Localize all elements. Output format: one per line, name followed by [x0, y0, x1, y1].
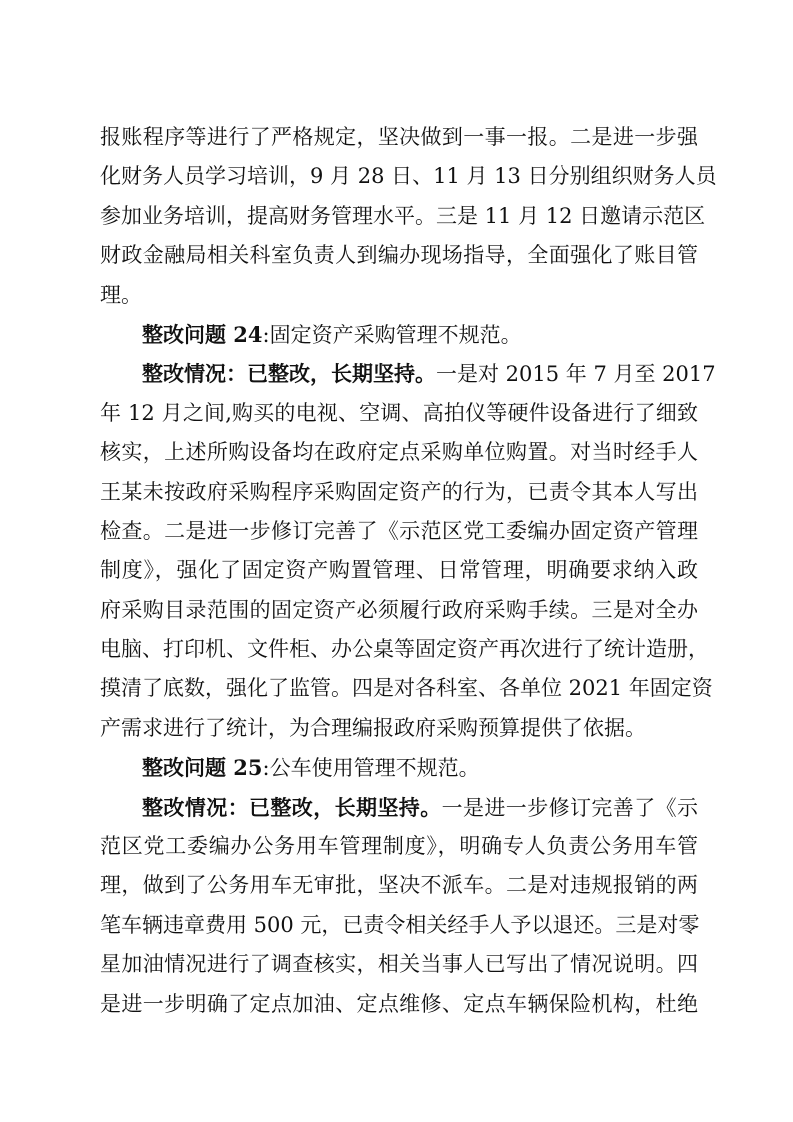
text-line: 星加油情况进行了调查核实，相关当事人已写出了情况说明。四	[100, 952, 698, 977]
text-line: 报账程序等进行了严格规定，坚决做到一事一报。二是进一步强	[100, 125, 698, 149]
document-body	[100, 118, 717, 1024]
text-line: 制度》，强化了固定资产购置管理、日常管理，明确要求纳入政	[100, 558, 698, 583]
text-line: 是进一步明确了定点加油、定点维修、定点车辆保险机构，杜绝	[100, 991, 698, 1016]
text-line: 核实，上述所购设备均在政府定点采购单位购置。对当时经手人	[100, 440, 698, 465]
issue-25-label: 整改问题 25	[142, 755, 263, 781]
rectification-25-first-line	[100, 788, 698, 827]
text-line: 参加业务培训，提高财务管理水平。三是 11 月 12 日邀请示范区	[100, 203, 706, 228]
text-line: 化财务人员学习培训，9 月 28 日、11 月 13 日分别组织财务人员	[100, 164, 717, 189]
text-line: 范区党工委编办公务用车管理制度》，明确专人负责公务用车管	[100, 834, 698, 859]
text-line: 检查。二是进一步修订完善了《示范区党工委编办固定资产管理	[100, 518, 698, 543]
text-line: 笔车辆违章费用 500 元，已责令相关经手人予以退还。三是对零	[100, 912, 700, 937]
issue-25-heading	[100, 748, 698, 787]
issue-24-heading	[100, 315, 698, 354]
text-line: 财政金融局相关科室负责人到编办现场指导，全面强化了账目管	[100, 243, 698, 268]
text-line: 王某未按政府采购程序采购固定资产的行为，已责令其本人写出	[100, 479, 698, 504]
rectification-24-text: 一是对 2015 年 7 月至 2017	[436, 362, 716, 387]
text-line: 年 12 月之间,购买的电视、空调、高拍仪等硬件设备进行了细致	[100, 400, 698, 425]
text-line: 摸清了底数，强化了监管。四是对各科室、各单位 2021 年固定资	[100, 676, 713, 701]
text-line: 产需求进行了统计，为合理编报政府采购预算提供了依据。	[100, 715, 646, 740]
issue-24-label: 整改问题 24	[142, 321, 263, 347]
text-line: 理。	[100, 282, 142, 307]
rectification-24-status: 整改情况：已整改，长期坚持。	[142, 361, 436, 387]
text-line: 电脑、打印机、文件柜、办公桌等固定资产再次进行了统计造册，	[100, 637, 709, 662]
rectification-25-text: 一是进一步修订完善了《示	[441, 795, 699, 820]
issue-25-text: :公车使用管理不规范。	[262, 756, 480, 781]
text-line: 理，做到了公务用车无审批，坚决不派车。二是对违规报销的两	[100, 873, 698, 898]
rectification-25-status: 整改情况：已整改，长期坚持。	[142, 794, 442, 820]
rectification-24-first-line	[100, 354, 716, 393]
issue-24-text: :固定资产采购管理不规范。	[262, 322, 522, 347]
text-line: 府采购目录范围的固定资产必须履行政府采购手续。三是对全办	[100, 597, 698, 622]
